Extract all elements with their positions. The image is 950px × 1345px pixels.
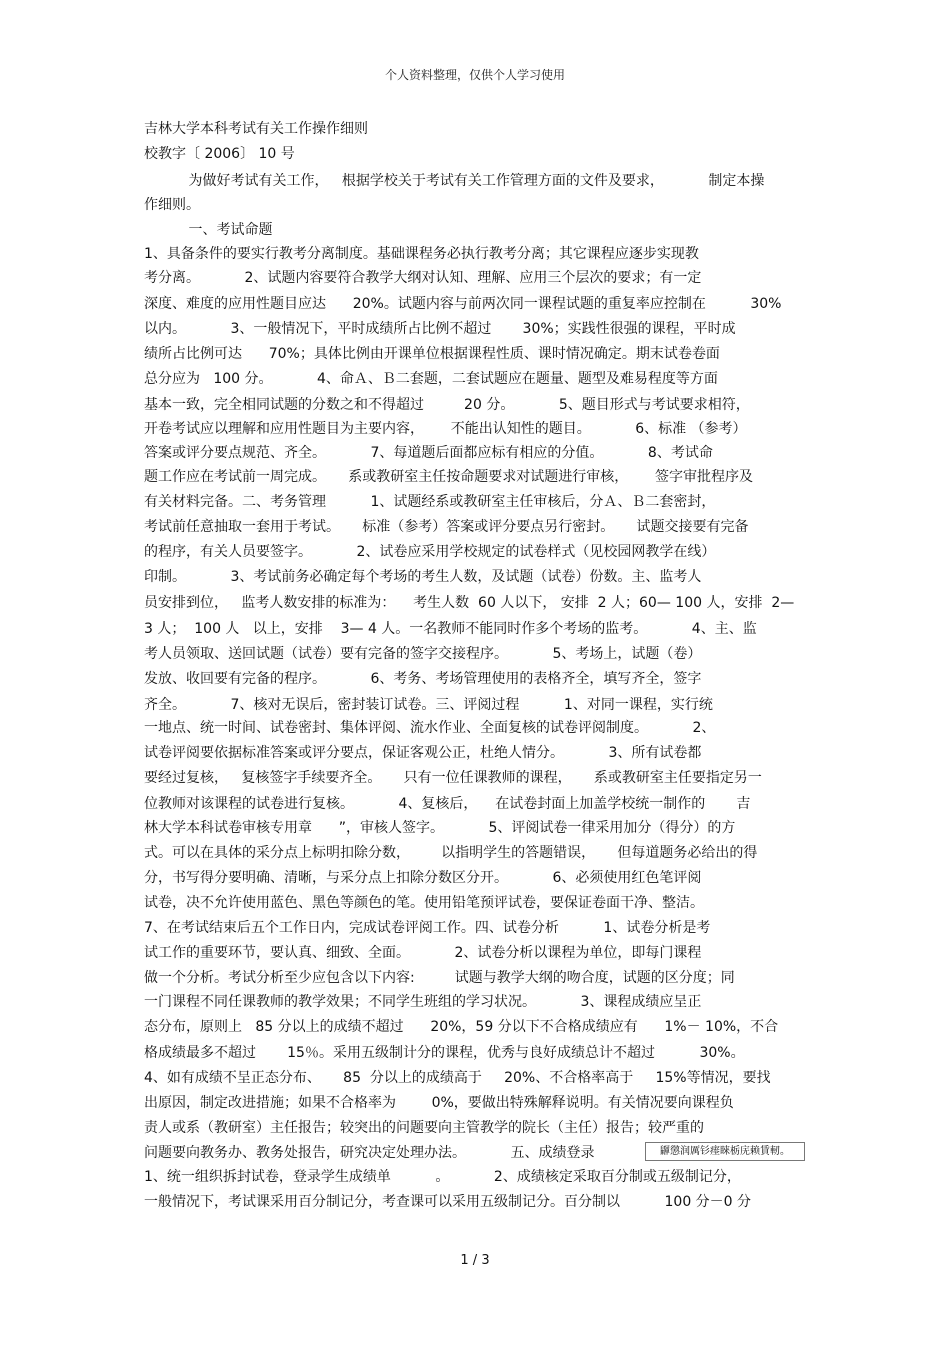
text-line: 试工作的重要环节，要认真、细致、全面。 2、试卷分析以课程为单位，即每门课程 — [144, 945, 702, 961]
text-line: 1、具备条件的要实行教考分离制度。基础课程务必执行教考分离；其它课程应逐步实现教 — [144, 246, 699, 262]
text-line: 态分布，原则上 85 分以上的成绩不超过 20%，59 分以下不合格成绩应有 1%－ 10%，不合 — [144, 1019, 779, 1035]
text-line: 考分离。 2、试题内容要符合教学大纲对认知、理解、应用三个层次的要求；有一定 — [144, 270, 702, 286]
text-line: 格成绩最多不超过 15％。采用五级制计分的课程，优秀与良好成绩总计不超过 30%。 — [144, 1045, 745, 1061]
text-line: 做一个分析。考试分析至少应包含以下内容: 试题与教学大纲的吻合度，试题的区分度；同 — [144, 970, 735, 986]
text-line: 的程序，有关人员要签字。 2、试卷应采用学校规定的试卷样式（见校园网教学在线） — [144, 544, 716, 560]
text-line: 为做好考试有关工作， 根据学校关于考试有关工作管理方面的文件及要求， 制定本操 — [144, 173, 765, 189]
text-line: 开卷考试应以理解和应用性题目为主要内容， 不能出认知性的题目。 6、标准 （参考） — [144, 421, 747, 437]
text-line: 4、如有成绩不呈正态分布、 85 分以上的成绩高于 20%、不合格率高于 15%等情况，要找 — [144, 1070, 771, 1086]
text-line: 问题要向教务办、教务处报告，研究决定处理办法。 五、成绩登录 — [144, 1145, 595, 1161]
text-line: 基本一致，完全相同试题的分数之和不得超过 20 分。 5、题目形式与考试要求相符， — [144, 397, 750, 413]
text-line: 有关材料完备。二、考务管理 1、试题经系或教研室主任审核后，分Ａ、Ｂ二套密封， — [144, 494, 716, 510]
text-line: 位教师对该课程的试卷进行复核。 4、复核后， 在试卷封面上加盖学校统一制作的 吉 — [144, 796, 751, 812]
text-line: 一门课程不同任课教师的教学效果；不同学生班组的学习状况。 3、课程成绩应呈正 — [144, 994, 702, 1010]
text-line: 分，书写得分要明确、清晰，与采分点上扣除分数区分开。 6、必须使用红色笔评阅 — [144, 870, 702, 886]
text-line: 一、考试命题 — [144, 222, 273, 238]
text-line: 作细则。 — [144, 197, 200, 213]
text-line: 式。可以在具体的采分点上标明扣除分数， 以指明学生的答题错误， 但每道题务必给出的得 — [144, 845, 758, 861]
text-line: 答案或评分要点规范、齐全。 7、每道题后面都应标有相应的分值。 8、考试命 — [144, 445, 713, 461]
page-number: 1 / 3 — [460, 1253, 490, 1268]
text-line: 要经过复核， 复核签字手续要齐全。 只有一位任课教师的课程， 系或教研室主任要指定另一 — [144, 770, 762, 786]
text-line: 印制。 3、考试前务必确定每个考场的考生人数，及试题（试卷）份数。主、监考人 — [144, 569, 702, 585]
text-line: 深度、难度的应用性题目应达 20%。试题内容与前两次同一课程试题的重复率应控制在 30% — [144, 296, 782, 312]
text-line: 试卷评阅要依据标准答案或评分要点，保证客观公正，杜绝人情分。 3、所有试卷都 — [144, 745, 702, 761]
text-line: 责人或系（教研室）主任报告；较突出的问题要向主管教学的院长（主任）报告；较严重的 — [144, 1120, 704, 1136]
text-line: 考人员领取、送回试题（试卷）要有完备的签字交接程序。 5、考场上，试题（卷） — [144, 646, 702, 662]
text-line: 绩所占比例可达 70%；具体比例由开课单位根据课程性质、课时情况确定。期末试卷卷面 — [144, 346, 720, 362]
text-line: 3 人； 100 人 以上，安排 3— 4 人。一名教师不能同时作多个考场的监考。 4、主、监 — [144, 621, 757, 637]
text-line: 7、在考试结束后五个工作日内，完成试卷评阅工作。四、试卷分析 1、试卷分析是考 — [144, 920, 711, 936]
text-line: 试卷，决不允许使用蓝色、黑色等颜色的笔。使用铅笔预评试卷，要保证卷面干净、整洁。 — [144, 895, 704, 911]
text-line: 校教字〔 2006〕 10 号 — [144, 146, 295, 162]
text-line: 发放、收回要有完备的程序。 6、考务、考场管理使用的表格齐全，填写齐全，签字 — [144, 671, 702, 687]
text-line: 出原因，制定改进措施；如果不合格率为 0%，要做出特殊解释说明。有关情况要向课程负 — [144, 1095, 734, 1111]
page-header: 个人资料整理，仅供个人学习使用 — [384, 68, 565, 82]
text-line: 以内。 3、一般情况下，平时成绩所占比例不超过 30%；实践性很强的课程，平时成 — [144, 321, 736, 337]
text-line: 1、统一组织拆封试卷，登录学生成绩单 。 2、成绩核定采取百分制或五级制记分， — [144, 1169, 741, 1185]
text-line: 题工作应在考试前一周完成。 系或教研室主任按命题要求对试题进行审核， 签字审批程序及 — [144, 469, 753, 485]
text-line: 林大学本科试卷审核专用章 ”，审核人签字。 5、评阅试卷一律采用加分（得分）的方 — [144, 820, 736, 836]
text-line: 一地点、统一时间、试卷密封、集体评阅、流水作业、全面复核的试卷评阅制度。 2、 — [144, 720, 716, 736]
text-line: 总分应为 100 分。 4、命Ａ、Ｂ二套题，二套试题应在题量、题型及难易程度等方面 — [144, 371, 718, 387]
text-line: 员安排到位， 监考人数安排的标准为： 考生人数 60 人以下， 安排 2 人；60— 100 人，安排 2— — [144, 595, 795, 611]
text-line: 考试前任意抽取一套用于考试。 标准（参考）答案或评分要点另行密封。 试题交接要有完备 — [144, 519, 749, 535]
text-line: 一般情况下，考试课采用百分制记分，考查课可以采用五级制记分。百分制以 100 分－0 分 — [144, 1194, 752, 1210]
stamp-box: 鼲懲润厲钐瘗睞栃庑赖賃軔。 — [645, 1142, 805, 1161]
text-line: 齐全。 7、核对无误后，密封装订试卷。三、评阅过程 1、对同一课程，实行统 — [144, 697, 713, 713]
text-line: 吉林大学本科考试有关工作操作细则 — [144, 121, 368, 137]
